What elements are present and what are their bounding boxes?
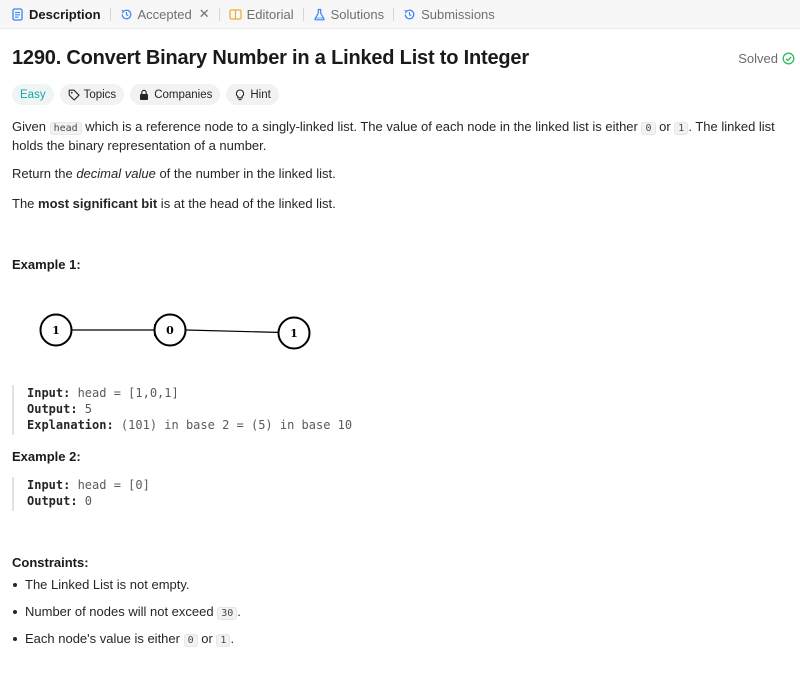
text: Number of nodes will not exceed [25,604,218,619]
tab-description[interactable] [8,0,104,29]
tab-submissions-label: Submissions [421,6,495,22]
inline-code: 1 [674,122,688,135]
linked-list-diagram [38,307,338,355]
example-1-block [12,385,352,435]
example-input-line [27,385,352,401]
title-row [12,47,795,73]
solved-status [738,51,795,66]
text: The Linked List is not empty. [25,577,190,592]
tab-divider [219,8,220,21]
node-value: 1 [52,324,60,337]
book-icon [229,8,242,21]
constraint-item [12,577,241,604]
tab-submissions[interactable] [400,0,498,29]
page-title[interactable]: 1290. Convert Binary Number in a Linked List to Integer [12,47,529,69]
text: Each node's value is either [25,631,184,646]
statement-paragraph [12,195,336,212]
tab-solutions[interactable] [310,0,387,29]
tab-description-label: Description [29,6,101,22]
text: is at the head of the linked list. [157,196,336,211]
output-label: Output: [27,494,78,508]
inline-code: 30 [217,607,237,620]
text: The [12,196,39,211]
tag-icon [68,89,80,101]
solved-label: Solved [738,51,778,66]
text: of the number in the linked list. [155,166,336,181]
example-output-line [27,401,352,417]
tab-divider [110,8,111,21]
constraints-heading: Constraints: [12,555,89,570]
emphasis-text: decimal value [76,166,156,181]
inline-code: head [50,122,82,135]
tab-editorial-label: Editorial [246,6,294,22]
tab-solutions-label: Solutions [330,6,385,22]
constraint-item [12,631,241,658]
tab-editorial[interactable] [226,0,297,29]
explanation-value: (101) in base 2 = (5) in base 10 [113,418,353,432]
hint-button[interactable] [226,84,278,105]
close-icon[interactable]: ✕ [198,6,210,21]
text: . The linked list holds the binary representation of a number. [12,119,775,153]
topics-label: Topics [83,88,117,101]
output-label: Output: [27,402,78,416]
history-icon [120,8,133,21]
tag-row [12,84,279,105]
example-input-line [27,477,150,493]
tab-bar [0,0,800,29]
lock-icon [138,89,150,101]
check-circle-icon [782,52,795,65]
input-label: Input: [27,386,71,400]
constraints-list [12,577,241,658]
companies-label: Companies [154,88,213,101]
text: which is a reference node to a singly-linked list. The value of each node in the linked list is either [81,119,642,134]
text: or [655,119,675,134]
input-value: head = [0] [70,478,150,492]
text: Return the [12,166,77,181]
inline-code: 1 [216,634,230,647]
list-arrow [186,330,282,333]
tab-divider [303,8,304,21]
input-label: Input: [27,478,71,492]
example-1-heading: Example 1: [12,257,81,272]
node-value: 0 [166,324,174,337]
companies-button[interactable] [130,84,220,105]
inline-code: 0 [184,634,198,647]
output-value: 0 [77,494,93,508]
text: . [237,604,241,619]
lightbulb-icon [234,89,246,101]
constraint-item [12,604,241,631]
statement-paragraph [12,165,336,182]
description-icon [11,8,24,21]
statement-paragraph [12,118,792,154]
example-2-heading: Example 2: [12,449,81,464]
text: . [230,631,235,646]
history-icon [403,8,416,21]
input-value: head = [1,0,1] [70,386,179,400]
inline-code: 0 [641,122,655,135]
text: Given [12,119,50,134]
flask-icon [313,8,326,21]
hint-label: Hint [250,88,271,101]
explanation-label: Explanation: [27,418,114,432]
tab-divider [393,8,394,21]
example-explanation-line [27,417,352,433]
tab-accepted[interactable] [117,0,213,29]
output-value: 5 [77,402,93,416]
topics-button[interactable] [60,84,125,105]
text: or [197,631,217,646]
bold-text: most significant bit [38,196,158,211]
example-2-block [12,477,150,511]
example-output-line [27,493,150,509]
tab-accepted-label: Accepted [137,6,192,22]
difficulty-badge: Easy [12,84,54,105]
node-value: 1 [290,327,298,340]
